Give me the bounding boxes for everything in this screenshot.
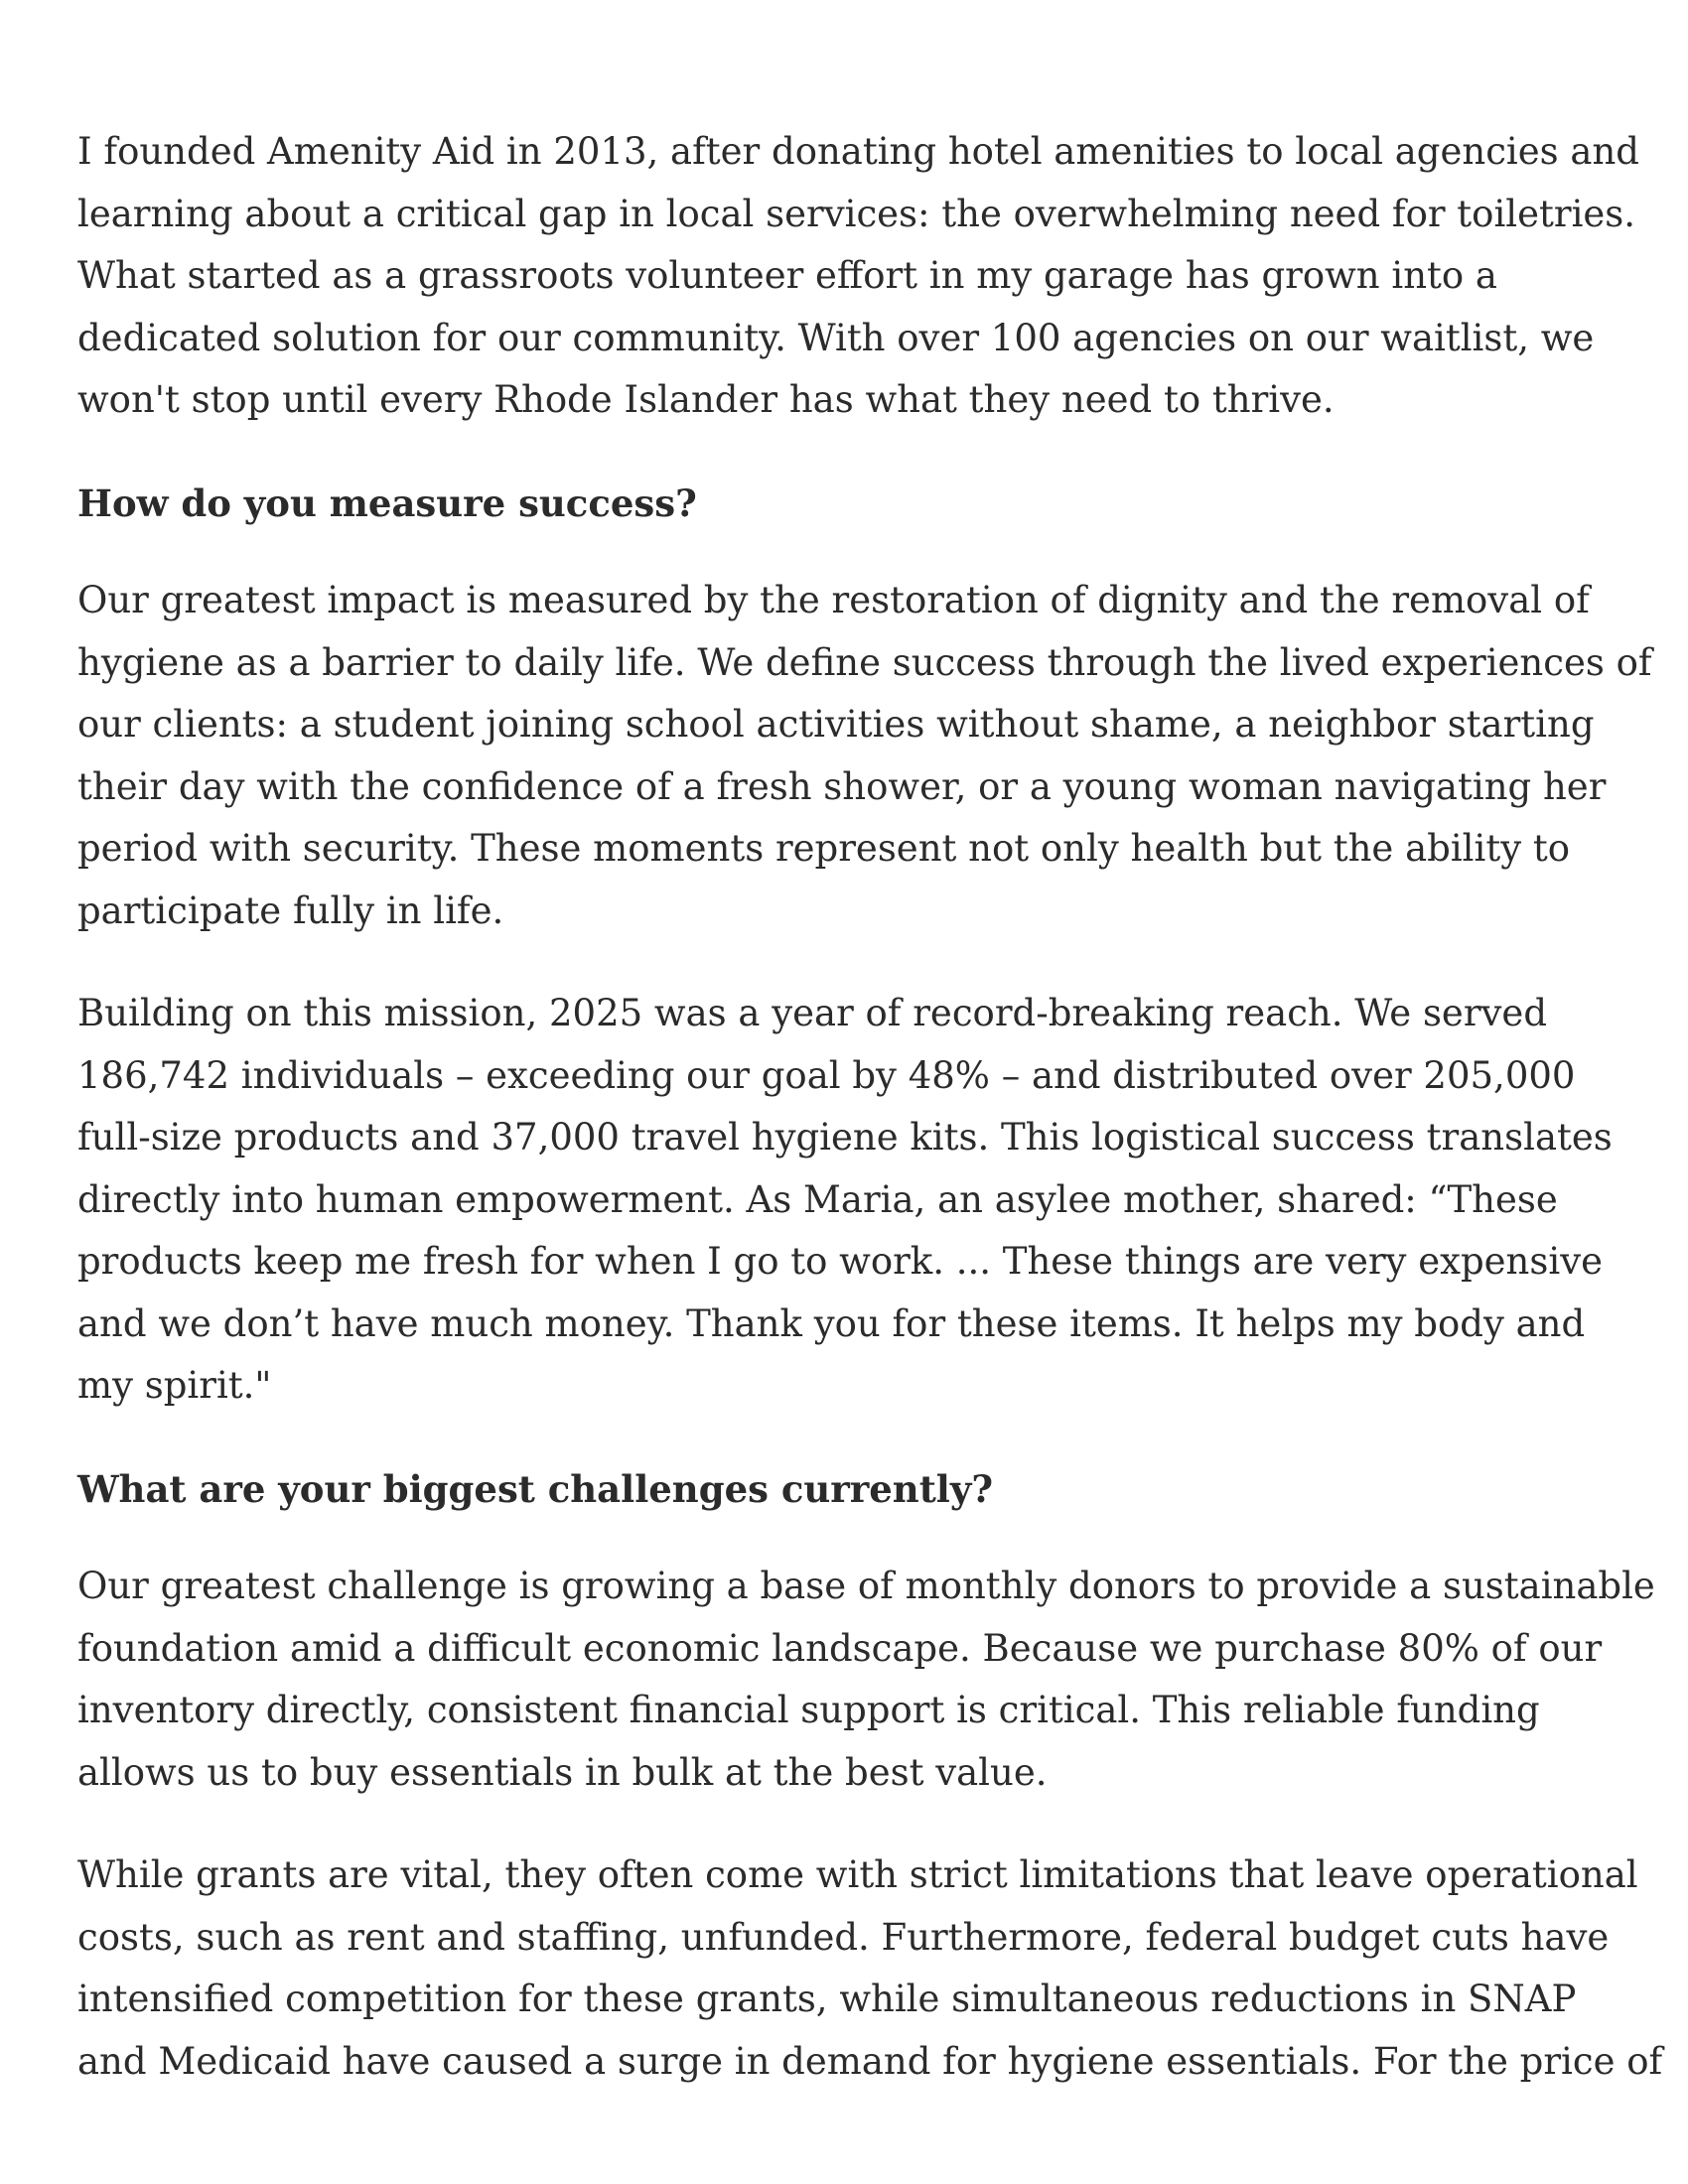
- text-line: our clients: a student joining school activities without shame, a neighbor starting: [77, 703, 1595, 746]
- success-paragraph-2: [77, 983, 1626, 1418]
- text-line: won't stop until every Rhode Islander has what they need to thrive.: [77, 378, 1335, 421]
- text-line: Our greatest impact is measured by the restoration of dignity and the removal of: [77, 579, 1590, 621]
- text-line: participate fully in life.: [77, 888, 504, 932]
- text-line: I founded Amenity Aid in 2013, after donating hotel amenities to local agencies and: [77, 130, 1639, 173]
- text-line: dedicated solution for our community. With over 100 agencies on our waitlist, we: [77, 316, 1595, 359]
- text-line: hygiene as a barrier to daily life. We define success through the lived experiences of: [77, 640, 1652, 684]
- text-line: full-size products and 37,000 travel hygiene kits. This logistical success translates: [77, 1116, 1613, 1159]
- text-line: their day with the confidence of a fresh shower, or a young woman navigating her: [77, 764, 1607, 808]
- text-line: allows us to buy essentials in bulk at the best value.: [77, 1750, 1048, 1794]
- question-heading-success: How do you measure success?: [77, 480, 697, 525]
- text-line: While grants are vital, they often come with strict limitations that leave operational: [77, 1853, 1638, 1896]
- text-line: Our greatest challenge is growing a base of monthly donors to provide a sustainable: [77, 1565, 1655, 1607]
- text-line: 186,742 individuals – exceeding our goal by 48% – and distributed over 205,000: [77, 1053, 1576, 1097]
- text-line: What started as a grassroots volunteer effort in my garage has grown into a: [77, 254, 1497, 297]
- text-line: inventory directly, consistent financial support is critical. This reliable funding: [77, 1689, 1540, 1731]
- question-heading-challenges: What are your biggest challenges currently?: [77, 1466, 994, 1511]
- challenges-paragraph-2: [77, 1844, 1663, 2093]
- text-line: my spirit.": [77, 1364, 272, 1407]
- text-line: learning about a critical gap in local services: the overwhelming need for toiletries.: [77, 192, 1636, 235]
- text-line: and we don’t have much money. Thank you for these items. It helps my body and: [77, 1301, 1586, 1345]
- intro-paragraph: [77, 121, 1639, 432]
- text-line: foundation amid a difficult economic landscape. Because we purchase 80% of our: [77, 1626, 1603, 1670]
- text-line: products keep me fresh for when I go to work. ... These things are very expensive: [77, 1240, 1603, 1283]
- text-line: period with security. These moments represent not only health but the ability to: [77, 827, 1570, 870]
- text-line: directly into human empowerment. As Maria, an asylee mother, shared: “These: [77, 1177, 1558, 1221]
- text-line: costs, such as rent and staffing, unfunded. Furthermore, federal budget cuts have: [77, 1915, 1610, 1959]
- text-line: and Medicaid have caused a surge in demand for hygiene essentials. For the price of: [77, 2039, 1663, 2083]
- document-page: [77, 121, 1663, 2133]
- challenges-paragraph-1: [77, 1556, 1655, 1804]
- success-paragraph-1: [77, 570, 1652, 942]
- text-line: Building on this mission, 2025 was a year of record-breaking reach. We served: [77, 992, 1547, 1034]
- text-line: intensified competition for these grants, while simultaneous reductions in SNAP: [77, 1978, 1577, 2020]
